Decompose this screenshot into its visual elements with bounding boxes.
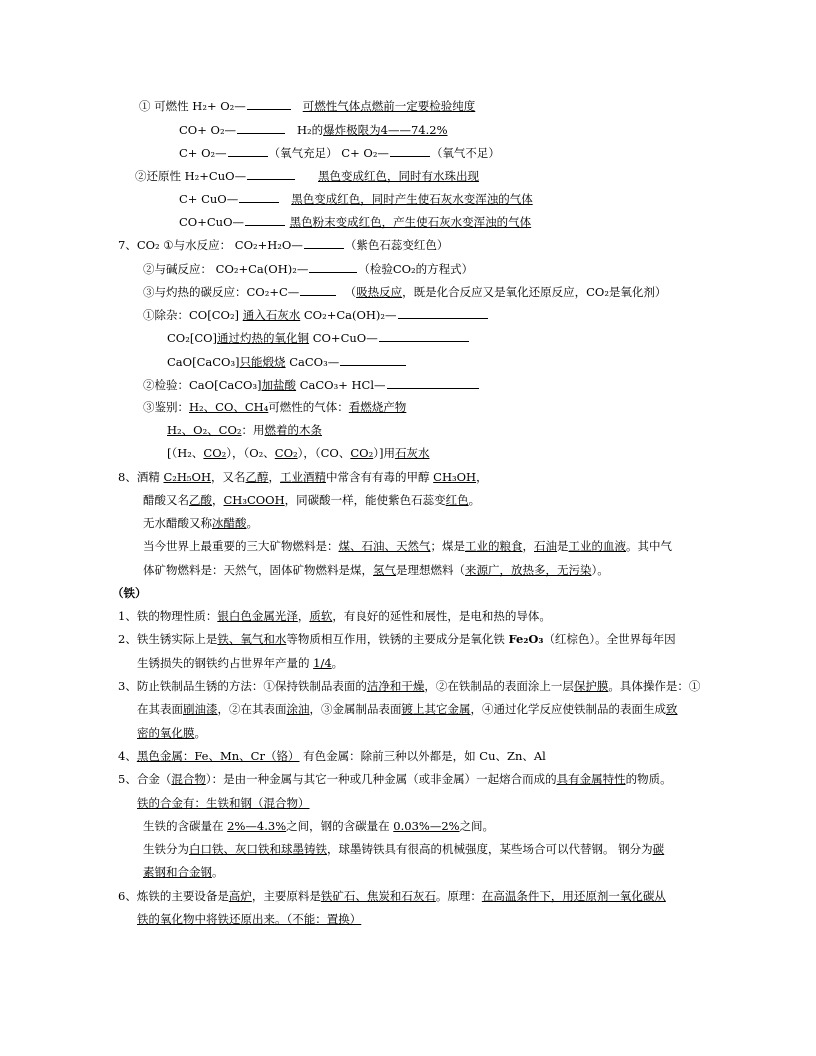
line-06: CO+CuO— 黑色粉末变成红色，产生使石灰水变浑浊的气体 [179,215,532,229]
line-02: CO+ O₂— H₂的爆炸极限为4——74.2% [179,123,448,137]
line-09: ③与灼热的碳反应：CO₂+C— （吸热反应，既是化合反应又是氧化还原反应，CO₂是氧化剂） [143,285,667,299]
line-34: 素钢和合金钢。 [143,865,224,879]
line-35: 6、炼铁的主要设备是高炉，主要原料是铁矿石、焦炭和石灰石。原理：在高温条件下，用还原剂一氧化碳从 [118,889,666,903]
line-01: ① 可燃性 H₂+ O₂— 可燃性气体点燃前一定要检验纯度 [139,99,476,113]
line-15: H₂、O₂、CO₂：用燃着的木条 [167,423,323,437]
blank [304,237,344,249]
section-heading-iron: （铁） [112,586,147,600]
line-20: 当今世界上最重要的三大矿物燃料是：煤、石油、天然气；煤是工业的粮食，石油是工业的血液。其中气 [143,539,672,553]
blank [228,145,268,157]
line-14: ③鉴别：H₂、CO、CH₄可燃性的气体：看燃烧产物 [143,400,407,414]
line-11: CO₂[CO]通过灼热的氧化铜 CO+CuO— [167,330,470,345]
blank [390,145,430,157]
line-30: 5、合金（混合物）：是由一种金属与其它一种或几种金属（或非金属）一起熔合而成的具有金属特性的物质。 [118,772,672,786]
line-19: 无水醋酸又称冰醋酸。 [143,516,258,530]
line-07: 7、CO₂ ①与水反应： CO₂+H₂O— （紫色石蕊变红色） [118,238,449,252]
line-31: 铁的合金有：生铁和钢（混合物） [137,796,310,810]
blank [239,191,279,203]
line-27: 在其表面刷油漆，②在其表面涂油，③金属制品表面镀上其它金属，④通过化学反应使铁制品的表面生成致 [137,702,678,716]
line-03: C+ O₂— （氧气充足） C+ O₂— （氧气不足） [179,146,500,160]
line-29: 4、黑色金属：Fe、Mn、Cr（铬） 有色金属：除前三种以外都是，如 Cu、Zn、Al [118,749,546,763]
blank [237,122,285,134]
blank [387,377,479,389]
blank [379,330,469,342]
line-28: 密的氧化膜。 [137,726,206,740]
line-16: [（H₂、CO₂），（O₂、CO₂），（CO、CO₂）]用石灰水 [167,446,430,460]
blank [245,214,285,226]
blank [300,284,336,296]
line-12: CaO[CaCO₃]只能煅烧 CaCO₃— [167,354,407,369]
blank [398,307,488,319]
line-36: 铁的氧化物中将铁还原出来。（不能：置换） [137,912,362,926]
line-24: 2、铁生锈实际上是铁、氧气和水等物质相互作用，铁锈的主要成分是氧化铁 Fe₂O₃（红棕色）。全世界每年因 [118,632,676,646]
line-23: 1、铁的物理性质：银白色金属光泽，质软，有良好的延性和展性，是电和热的导体。 [118,609,551,623]
line-25: 生锈损失的钢铁约占世界年产量的 1/4。 [137,656,344,670]
line-05: C+ CuO— 黑色变成红色，同时产生使石灰水变浑浊的气体 [179,192,533,206]
line-26: 3、防止铁制品生锈的方法：①保持铁制品表面的洁净和干燥，②在铁制品的表面涂上一层保护膜。具体操作是：① [118,679,701,693]
line-17: 8、酒精 C₂H₅OH，又名乙醇，工业酒精中常含有有毒的甲醇 CH₃OH， [118,470,488,484]
blank [247,98,291,110]
line-10: ①除杂：CO[CO₂] 通入石灰水 CO₂+Ca(OH)₂— [143,307,489,322]
line-13: ②检验：CaO[CaCO₃]加盐酸 CaCO₃+ HCl— [143,377,480,392]
line-04: ②还原性 H₂+CuO— 黑色变成红色，同时有水珠出现 [135,169,480,183]
line-18: 醋酸又名乙酸，CH₃COOH，同碳酸一样，能使紫色石蕊变红色。 [143,493,481,507]
blank [340,354,406,366]
line-33: 生铁分为白口铁、灰口铁和球墨铸铁，球墨铸铁具有很高的机械强度，某些场合可以代替钢。 钢分为碳 [143,842,665,856]
blank [247,168,295,180]
line-21: 体矿物燃料是：天然气，固体矿物燃料是煤，氢气是理想燃料（来源广，放热多，无污染）。 [143,563,609,577]
line-32: 生铁的含碳量在 2%—4.3%之间，钢的含碳量在 0.03%—2%之间。 [143,819,495,833]
blank [309,261,357,273]
line-08: ②与碱反应： CO₂+Ca(OH)₂— （检验CO₂的方程式） [143,262,474,276]
